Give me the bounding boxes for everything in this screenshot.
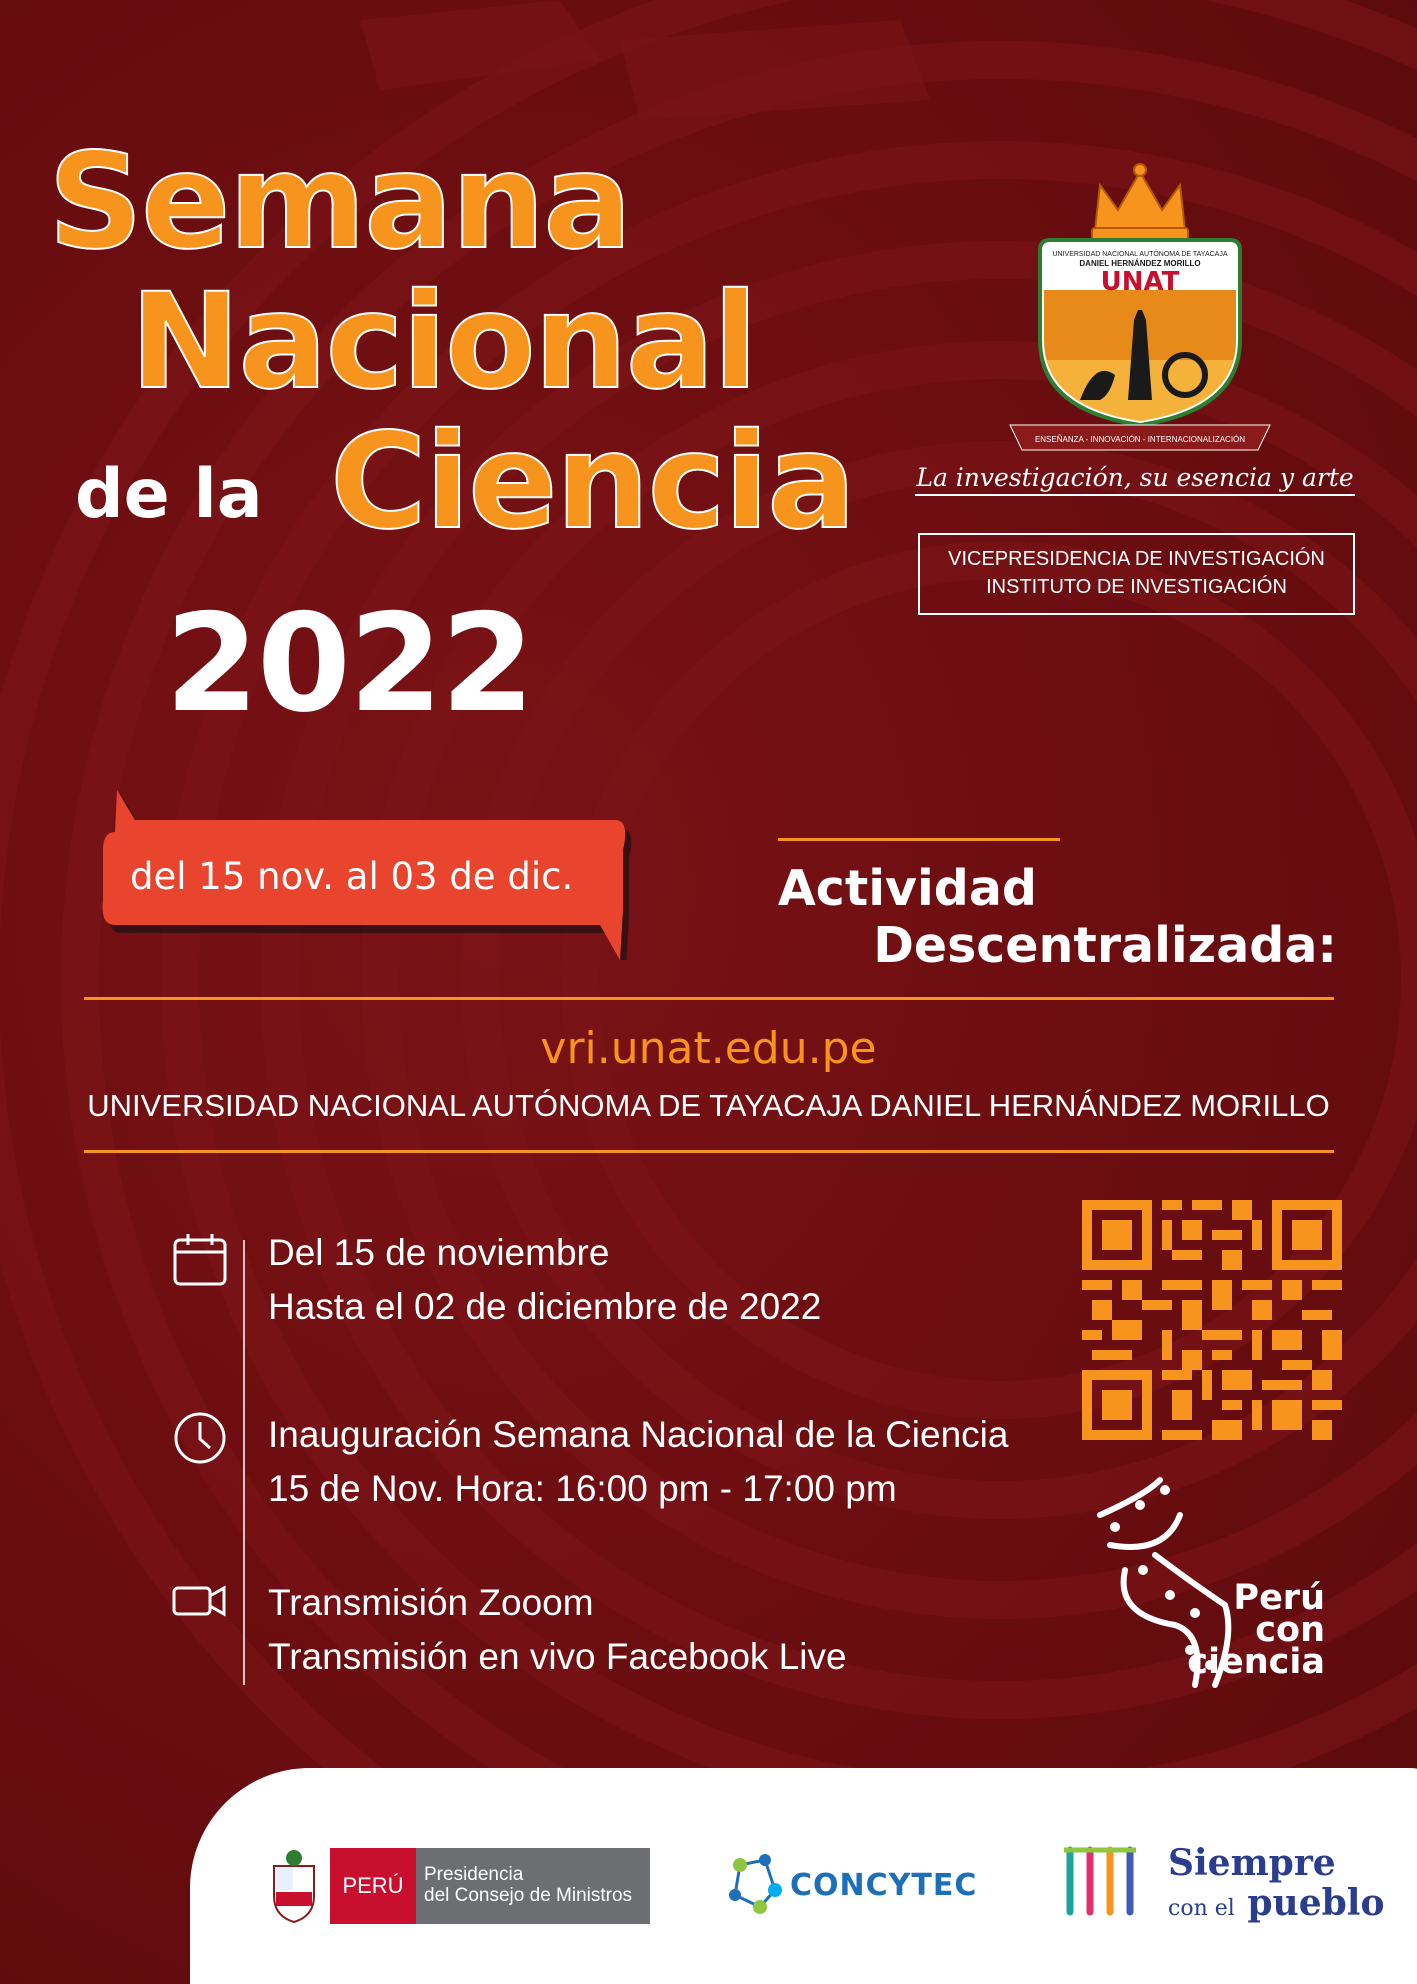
title-semana: Semana: [48, 125, 631, 279]
peru-con-ciencia-line2: con: [1255, 1610, 1325, 1650]
peru-coat-of-arms-icon: [264, 1846, 324, 1926]
qr-code[interactable]: [1078, 1200, 1346, 1440]
siempre-line2-a: con el: [1168, 1896, 1235, 1921]
pcm-country-label: PERÚ: [330, 1848, 416, 1924]
divider-actividad-top: [778, 838, 1060, 841]
logo-line1: UNIVERSIDAD NACIONAL AUTÓNOMA DE TAYACAJA: [1052, 251, 1228, 258]
peru-con-ciencia-text: [1170, 1578, 1325, 1682]
actividad-line2: Descentralizada:: [873, 917, 1337, 974]
schedule-inauguration-line1: Inauguración Semana Nacional de la Ciencia: [268, 1414, 1009, 1455]
schedule-dates: [268, 1226, 821, 1334]
date-banner-text: del 15 nov. al 03 de dic.: [130, 855, 574, 898]
siempre-con-el-pueblo: [1168, 1843, 1384, 1929]
logo-acronym: UNAT: [1100, 267, 1180, 297]
vri-line2: INSTITUTO DE INVESTIGACIÓN: [986, 576, 1287, 598]
tagline: La investigación, su esencia y arte: [915, 463, 1355, 496]
schedule-transmission-line1: Transmisión Zooom: [268, 1582, 594, 1623]
peru-con-ciencia-line3: ciencia: [1187, 1642, 1325, 1682]
schedule-line: [243, 1240, 245, 1685]
peru-con-ciencia-line1: Perú: [1233, 1578, 1325, 1618]
schedule-transmission-line2: Transmisión en vivo Facebook Live: [268, 1636, 847, 1677]
logo-line2: DANIEL HERNÁNDEZ MORILLO: [1079, 259, 1201, 268]
siempre-pueblo-icon: [1060, 1840, 1160, 1920]
video-camera-icon: [172, 1572, 228, 1628]
university-name: UNIVERSIDAD NACIONAL AUTÓNOMA DE TAYACAJA DANIEL HERNÁNDEZ MORILLO: [87, 1088, 1330, 1123]
title-de-la: de la: [75, 455, 263, 534]
concytec-logo-text: CONCYTEC: [790, 1868, 978, 1903]
schedule-transmission: [268, 1576, 847, 1684]
calendar-icon: [172, 1232, 228, 1288]
siempre-line2: [1168, 1883, 1384, 1929]
pcm-name: [416, 1848, 650, 1924]
actividad-line1: Actividad: [777, 860, 1037, 917]
website-url[interactable]: vri.unat.edu.pe: [540, 1023, 877, 1074]
siempre-line1: Siempre: [1168, 1842, 1336, 1884]
title-year: 2022: [165, 585, 533, 742]
pcm-line2: del Consejo de Ministros: [424, 1885, 633, 1906]
actividad-heading: [778, 860, 1337, 974]
title-nacional: Nacional: [130, 265, 757, 419]
schedule-inauguration-line2: 15 de Nov. Hora: 16:00 pm - 17:00 pm: [268, 1468, 897, 1509]
unat-logo: [1000, 160, 1280, 460]
divider-bottom: [84, 1150, 1334, 1153]
schedule-dates-line2: Hasta el 02 de diciembre de 2022: [268, 1286, 822, 1327]
schedule-inauguration: [268, 1408, 1008, 1516]
divider-top: [84, 997, 1334, 1000]
pcm-line1: Presidencia: [424, 1864, 524, 1885]
clock-icon: [172, 1410, 228, 1466]
schedule-dates-line1: Del 15 de noviembre: [268, 1232, 610, 1273]
vri-line1: VICEPRESIDENCIA DE INVESTIGACIÓN: [948, 548, 1325, 570]
logo-motto: ENSEÑANZA - INNOVACIÓN - INTERNACIONALIZACIÓN: [1034, 435, 1246, 444]
crown-icon: [1092, 164, 1188, 240]
concytec-molecule-icon: [720, 1845, 790, 1925]
vri-box: [918, 533, 1355, 615]
siempre-line2-b: pueblo: [1247, 1882, 1385, 1924]
title-ciencia: Ciencia: [330, 405, 855, 559]
